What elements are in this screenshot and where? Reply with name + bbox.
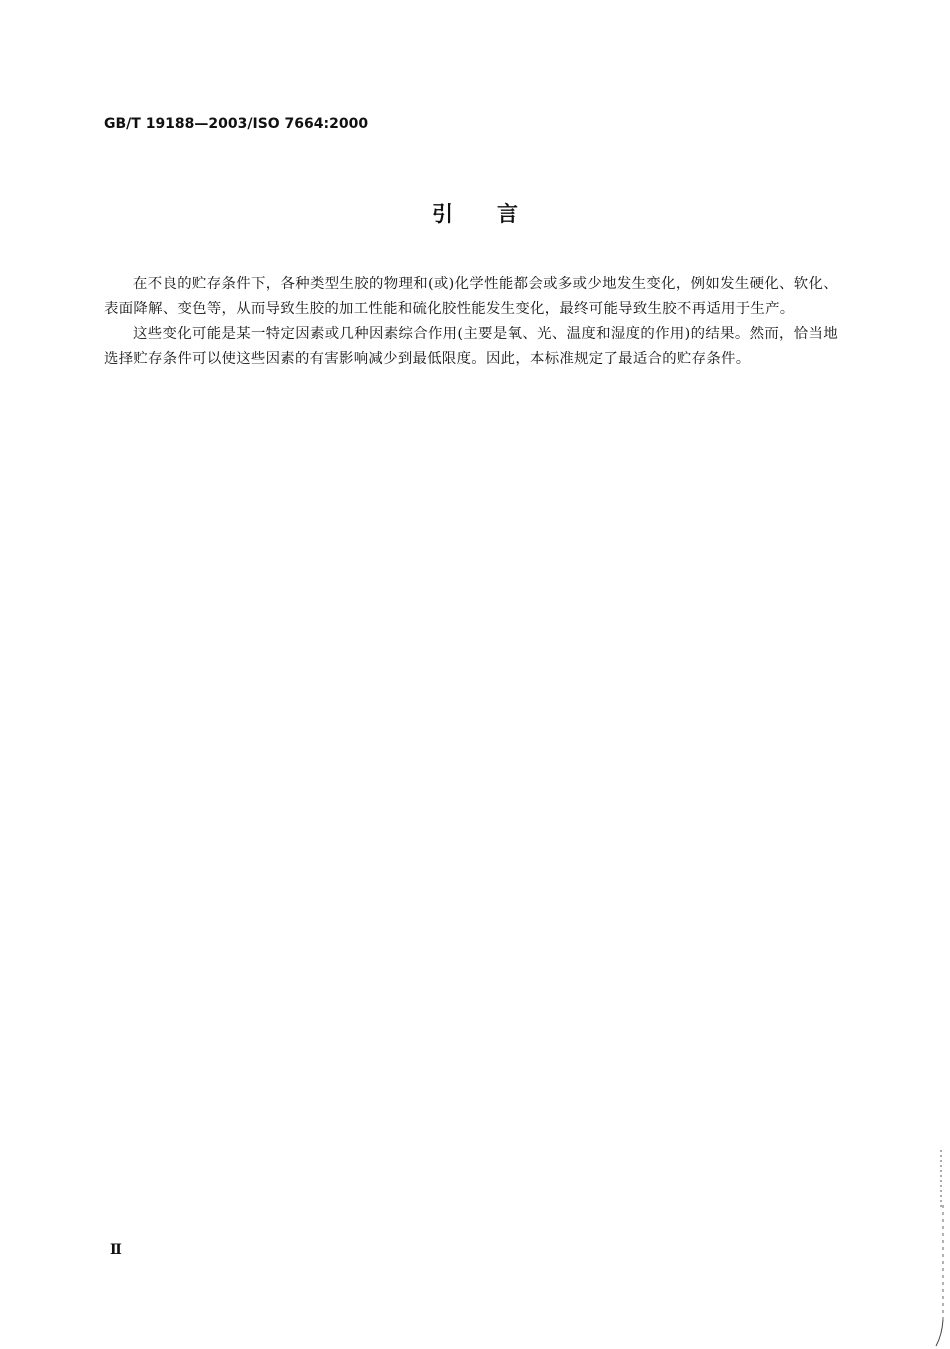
introduction-body — [104, 272, 838, 372]
page-number: Ⅱ — [110, 1242, 122, 1258]
document-identifier: GB/T 19188—2003/ISO 7664:2000 — [104, 116, 369, 132]
section-title: 引言 — [432, 202, 562, 226]
paragraph-1: 在不良的贮存条件下，各种类型生胶的物理和(或)化学性能都会或多或少地发生变化，例如发生硬化、软化、表面降解、变色等，从而导致生胶的加工性能和硫化胶性能发生变化，最终可能导致生胶不再适用于生产。 — [104, 276, 838, 317]
scan-binding-edge — [926, 1150, 950, 1349]
paragraph-2: 这些变化可能是某一特定因素或几种因素综合作用(主要是氧、光、温度和湿度的作用)的结果。然而，恰当地选择贮存条件可以使这些因素的有害影响减少到最低限度。因此，本标准规定了最适合的贮存条件。 — [104, 326, 838, 367]
